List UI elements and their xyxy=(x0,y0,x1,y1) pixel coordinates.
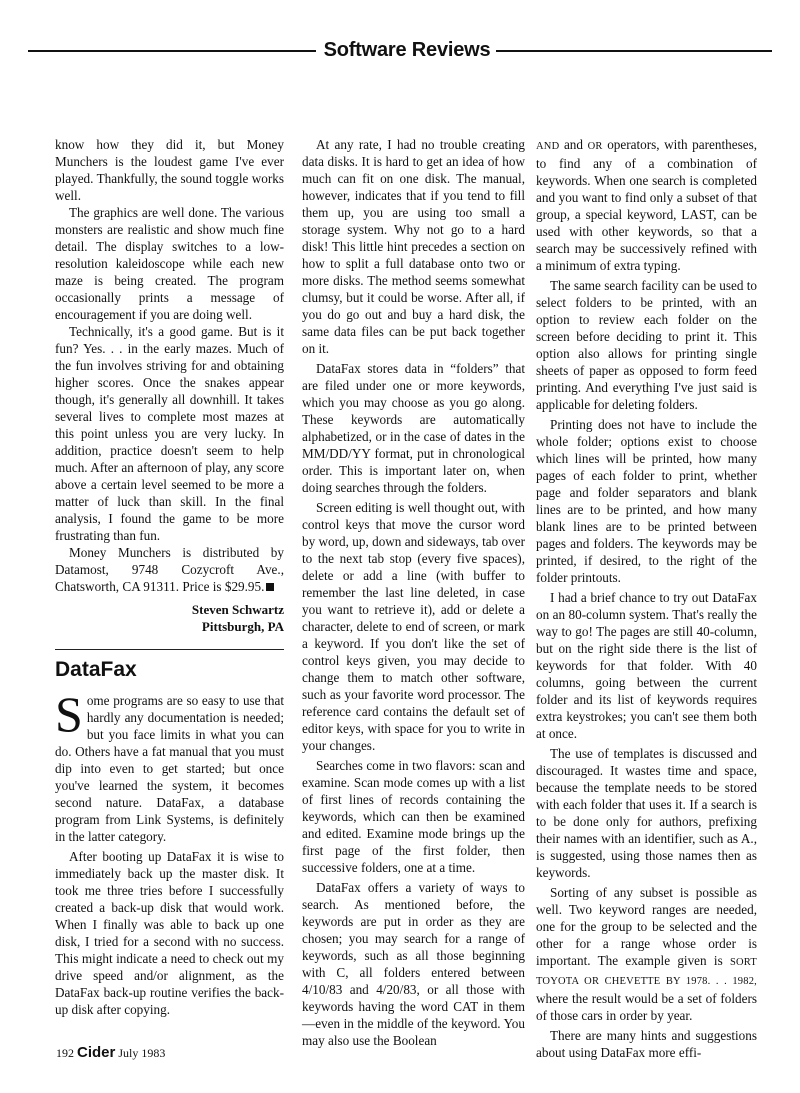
paragraph: Printing does not have to include the whole folder; options exist to choose which lines will be printed, how many pages of each folder to print, whether page and folder separators and blank lines are to be printed, and how many blank lines are to be printed between pages and folders. The keywords may be printed, if desired, to the right of the folder printouts. xyxy=(536,417,757,585)
paragraph: DataFax stores data in “folders” that are filed under one or more keywords, which you may choose as you go along. These keywords are automatically alphabetized, or in the case of dates in the MM/DD/YY format, put in chronological order. This is important later on, when doing searches through the folders. xyxy=(302,361,525,495)
paragraph: There are many hints and suggestions about using DataFax more effi- xyxy=(536,1028,757,1060)
paragraph: Technically, it's a good game. But is it fun? Yes. . . in the early mazes. Much of the fun involves striving for and obtaining higher scores. Once the snakes appear though, it's generally all downhill. It takes several lives to complete most mazes at this point unless you are very lucky. In addition, practice doesn't seem to help much. After an afternoon of play, any score above a certain level seemed to be more a matter of luck than skill. In the final analysis, I found the game to be more frustrating than fun. xyxy=(55,324,284,543)
paragraph: The same search facility can be used to select folders to be printed, with an option to review each folder on the screen before deciding to print it. This option also allows for printing single sheets of paper as opposed to form feed printing. And everything I've just said is applicable for deleting folders. xyxy=(536,278,757,412)
intro-paragraph xyxy=(55,686,284,845)
paragraph: DataFax offers a variety of ways to search. As mentioned before, the keywords are put in order as they are chosen; you may search for a range of keywords, such as all those beginning with C, all folders entered between 4/10/83 and 4/20/83, or all those with keywords having the word CAT in them—even in the middle of the keyword. You may also use the Boolean xyxy=(302,880,525,1048)
intro-text: ome programs are so easy to use that hardly any documentation is needed; but you face limits in what you can do. Others have a fat manual that you must dip into even to get started; but once you've learned the system, it becomes second nature. DataFax, a database program from Link Systems, is definitely in the latter category. xyxy=(55,693,284,844)
paragraph: know how they did it, but Money Munchers is the loudest game I've ever played. Thankfully, the sound toggle works well. xyxy=(55,137,284,203)
review-title: DataFax xyxy=(55,658,137,681)
paragraph: After booting up DataFax it is wise to immediately back up the master disk. It took me three tries before I successfully created a back-up disk that would work. When I finally was able to back up one disk, I tried for a second with no success. This might indicate a need to check out my drive speed and/or alignment, as the DataFax back-up routine verifies the back-up disk after copying. xyxy=(55,849,284,1017)
sort-example: SORT TOYOTA OR CHEVETTE BY 1978. . . 1982, xyxy=(536,957,757,987)
page-footer xyxy=(56,1045,165,1061)
column-2 xyxy=(302,136,525,1049)
section-divider xyxy=(55,649,284,650)
section-header-title: Software Reviews xyxy=(323,39,491,61)
page-header xyxy=(28,38,772,62)
paragraph xyxy=(536,884,757,1024)
paragraph-text: operators, with parentheses, to find any of a combination of keywords. When one search is completed and you want to find only a subset of that group, a special keyword, LAST, can be used with other keywords, so that a search may be successively refined with a minimum of extra typing. xyxy=(536,137,757,273)
column-1 xyxy=(55,136,284,1018)
issue-date: July 1983 xyxy=(118,1046,166,1060)
end-mark xyxy=(266,583,274,591)
page-number: 192 xyxy=(56,1046,74,1060)
paragraph-text: where the result would be a set of folders of those cars in order by year. xyxy=(536,991,757,1023)
paragraph xyxy=(55,544,284,595)
operator-or: OR xyxy=(587,141,603,152)
paragraph: Screen editing is well thought out, with control keys that move the cursor word by word, up, down and sideways, tab over to the next tab stop (every five spaces), delete or add a line (with buffer to remember the last line deleted, in case you want to retrieve it), add or delete a character, delete to end of screen, or mark a keyword. If you don't like the set of control keys given, you may decide to change them to match other software, such as your favorite word processor. The reference card contains the default set of editor keys, with space for you to write in your changes. xyxy=(302,500,525,753)
paragraph: Searches come in two flavors: scan and examine. Scan mode comes up with a list of first lines of records containing the keywords, which can then be examined and edited. Examine mode brings up the first page of the first folder, then successive folders, one at a time. xyxy=(302,758,525,875)
paragraph: The graphics are well done. The various monsters are realistic and show much fine detail. The display switches to a low-resolution kaleidoscope while each new maze is being created. The program occasionally prints a message of encouragement if you are doing well. xyxy=(55,205,284,322)
paragraph xyxy=(536,136,757,274)
paragraph: I had a brief chance to try out DataFax on an 80-column system. That's really the way to go! The pages are still 40-column, but on the right side there is the list of keywords for that folder. With 40 columns, going between the current folder and its list of keywords requires extra keystrokes; you can't see them both at once. xyxy=(536,590,757,741)
column-3 xyxy=(536,136,757,1061)
paragraph: The use of templates is discussed and discouraged. It wastes time and space, because the template needs to be stored with each folder that uses it. If a search is to be done only for authors, prefixing their names with an identifier, such as A., is suggested, using those names then as keywords. xyxy=(536,746,757,880)
paragraph-text: Money Munchers is distributed by Datamost, 9748 Cozycroft Ave., Chatsworth, CA 91311. Price is $29.95. xyxy=(55,545,284,594)
paragraph-text: Sorting of any subset is possible as well. Two keyword ranges are needed, one for the group to be selected and the other for a range whose order is important. The example given is xyxy=(536,885,757,968)
drop-cap: S xyxy=(55,686,83,742)
magazine-logo: Cider xyxy=(77,1044,116,1061)
header-rule-left xyxy=(28,50,316,52)
paragraph: At any rate, I had no trouble creating data disks. It is hard to get an idea of how much can fit on one disk. The manual, however, indicates that if you tend to fill them up, you are using too small a storage system. Why not go to a hard disk! This little hint precedes a section on how to split a full database onto two or more disks. The method seems somewhat clumsy, but it could be worse. After all, if you do go out and buy a hard disk, the same data files can be put back together on it. xyxy=(302,137,525,356)
operator-and: AND xyxy=(536,141,560,152)
byline xyxy=(55,601,284,635)
header-rule-right xyxy=(496,50,772,52)
byline-location: Pittsburgh, PA xyxy=(201,619,284,634)
byline-author: Steven Schwartz xyxy=(191,602,284,617)
paragraph-text: and xyxy=(559,137,588,152)
